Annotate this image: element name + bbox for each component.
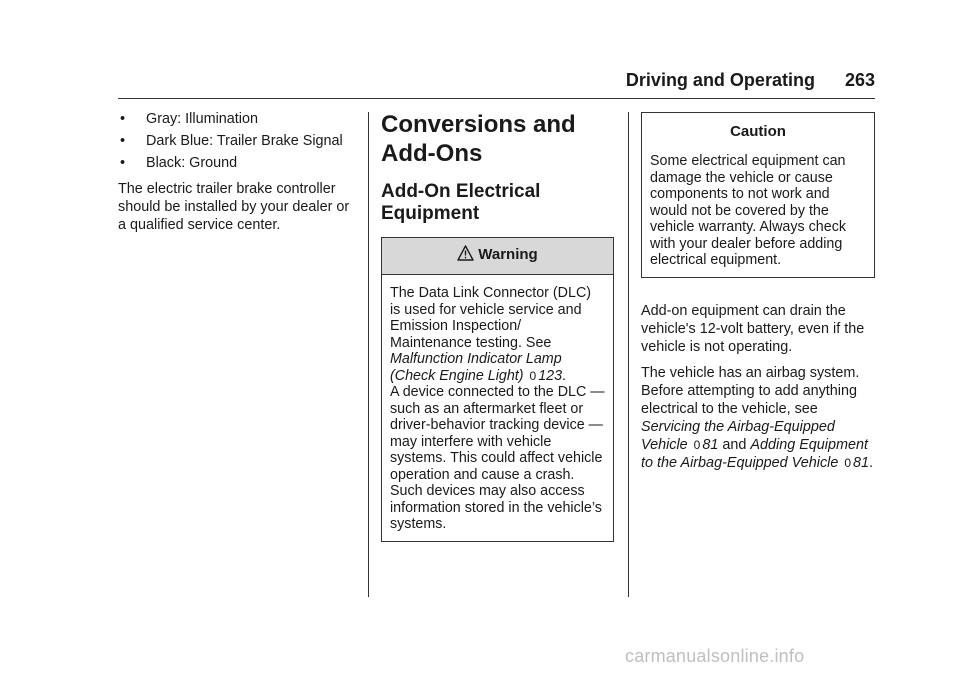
- warning-title: Warning: [478, 246, 538, 263]
- cross-reference-link[interactable]: Servicing the Airbag-Equipped Vehicle: [641, 418, 835, 453]
- header-rule: [118, 98, 875, 99]
- cross-reference-link[interactable]: Malfunction Indicator Lamp (Check Engine Light): [390, 351, 562, 384]
- warning-paragraph: [390, 285, 605, 384]
- page-number: 263: [844, 70, 875, 90]
- watermark-text: carmanualsonline.info: [625, 646, 805, 666]
- warning-box: [381, 237, 614, 542]
- column-right: [641, 112, 875, 472]
- list-item-text: Gray: Illumination: [146, 111, 258, 127]
- column-middle: [381, 110, 614, 542]
- caution-box: [641, 112, 875, 278]
- caution-body: Some electrical equipment can damage the vehicle or cause components to not work and would not be covered by the vehicle warranty. Always check with your dealer before adding electrical equipment.: [650, 153, 846, 268]
- wire-color-list: [118, 110, 358, 172]
- reference-page-number[interactable]: 123: [538, 367, 563, 384]
- warning-paragraph-2: A device connected to the DLC — such as an aftermarket fleet or driver-behavior tracking device — may interfere with vehicle systems. This could affect vehicle operation and cause a crash. Such devices may also access information stored in the vehicle’s systems.: [390, 384, 605, 532]
- page-header: [118, 70, 875, 91]
- conjunction-text: and: [722, 436, 747, 453]
- column-left: [118, 110, 358, 234]
- list-item: [118, 132, 358, 150]
- list-item-text: Dark Blue: Trailer Brake Signal: [146, 133, 343, 149]
- warning-body: [382, 275, 613, 541]
- caution-title: Caution: [730, 123, 786, 140]
- bullet-marker: •: [120, 111, 126, 127]
- warning-text: The Data Link Connector (DLC) is used for vehicle service and Emission Inspection/ Maintenance testing. See: [390, 285, 592, 351]
- reference-page-number[interactable]: 81: [702, 436, 719, 453]
- controller-paragraph: The electric trailer brake controller should be installed by your dealer or a qualified service center.: [118, 181, 350, 233]
- section-title: Driving and Operating: [625, 70, 815, 90]
- cross-reference-link[interactable]: Adding Equipment to the Airbag-Equipped Vehicle: [641, 436, 868, 471]
- bullet-marker: •: [120, 155, 126, 171]
- warning-icon: [457, 245, 474, 266]
- section-heading: Conversions and Add-Ons: [381, 111, 576, 167]
- subsection-heading: Add-On Electrical Equipment: [381, 181, 541, 224]
- column-divider-left: [368, 112, 369, 597]
- page-reference-icon: 0: [693, 437, 701, 452]
- page-reference-icon: 0: [529, 368, 537, 383]
- bullet-marker: •: [120, 133, 126, 149]
- page-reference-icon: 0: [844, 455, 852, 470]
- list-item-text: Black: Ground: [146, 155, 238, 171]
- list-item: [118, 110, 358, 128]
- airbag-paragraph: [641, 364, 875, 472]
- battery-paragraph: Add-on equipment can drain the vehicle's 12-volt battery, even if the vehicle is not operating.: [641, 302, 865, 355]
- sentence-end: .: [562, 367, 567, 384]
- column-divider-right: [628, 112, 629, 597]
- sentence-end: .: [869, 454, 874, 471]
- reference-page-number[interactable]: 81: [853, 454, 870, 471]
- list-item: [118, 154, 358, 172]
- airbag-text: The vehicle has an airbag system. Before attempting to add anything electrical to the vehicle, see: [641, 364, 860, 417]
- warning-header: [382, 238, 613, 275]
